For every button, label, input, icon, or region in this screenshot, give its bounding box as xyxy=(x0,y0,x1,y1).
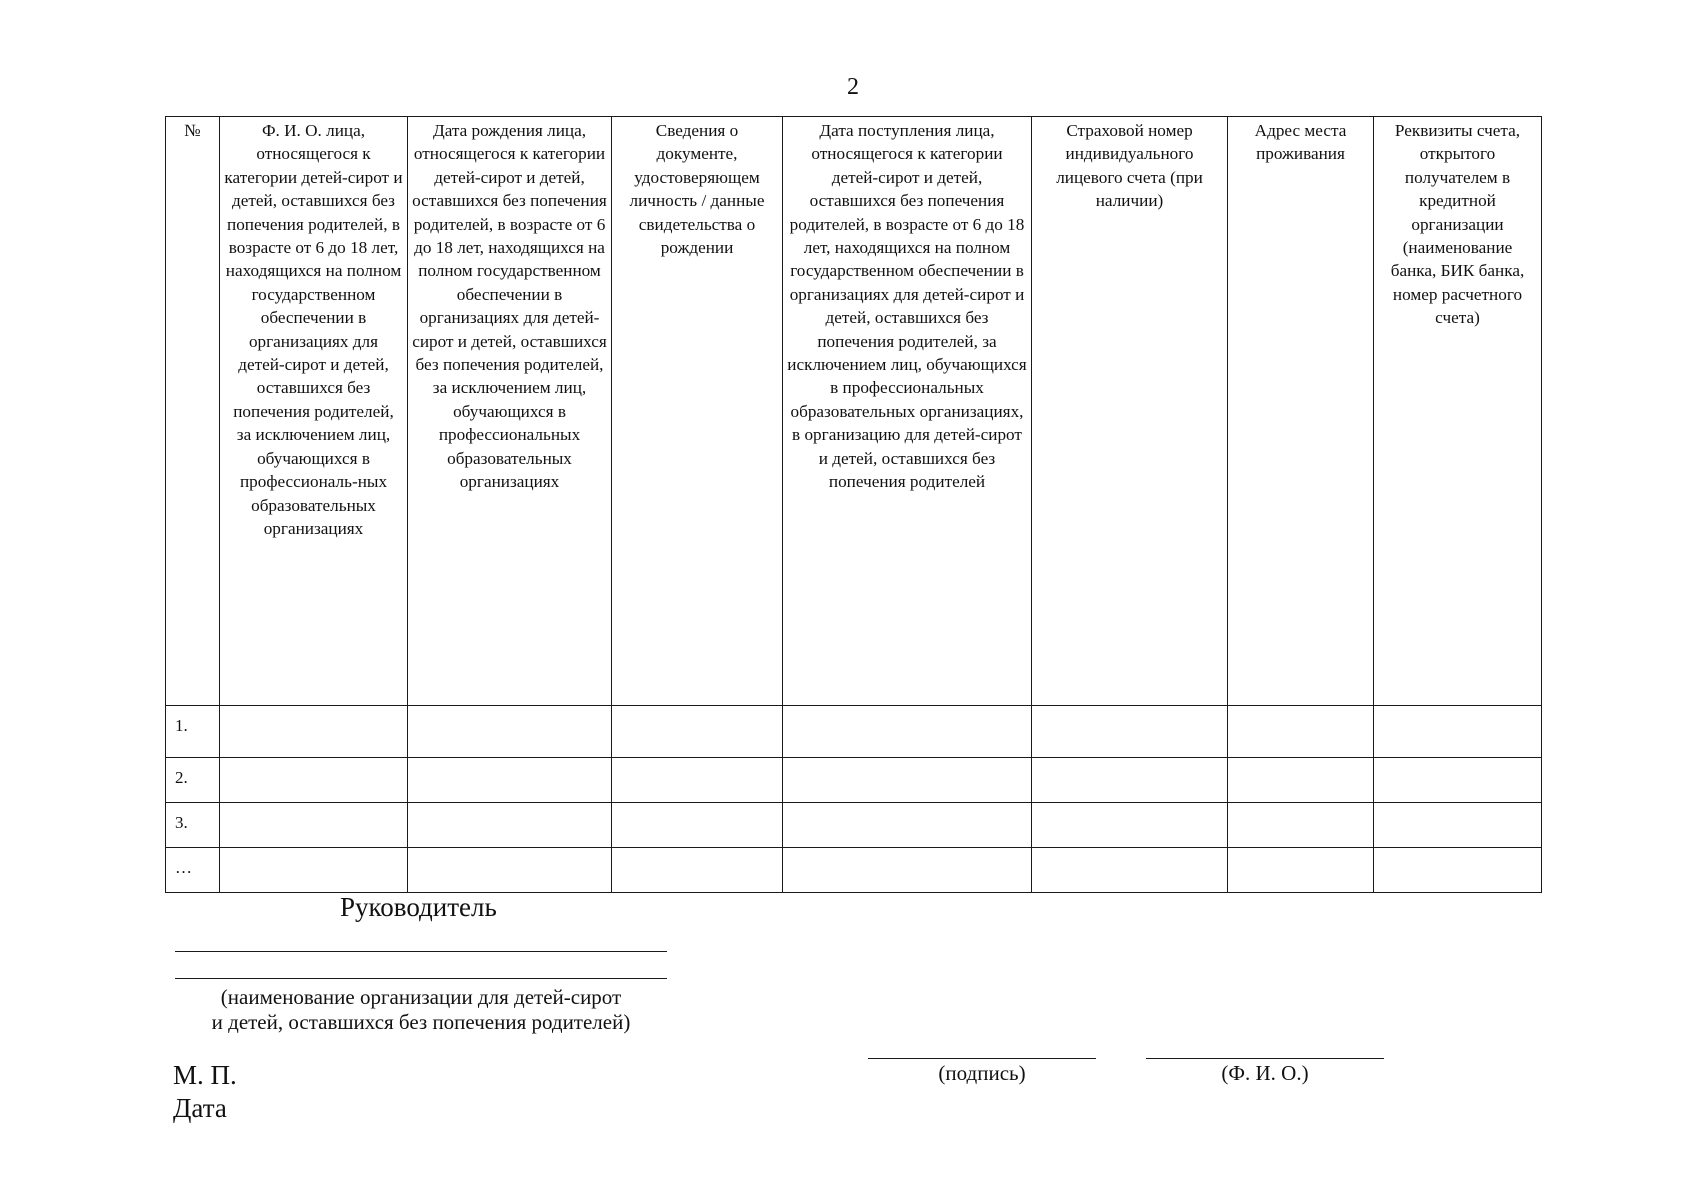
cell-bank-details[interactable] xyxy=(1374,803,1542,848)
cell-full-name[interactable] xyxy=(220,706,408,758)
cell-full-name[interactable] xyxy=(220,758,408,803)
table-header-row xyxy=(166,117,1542,706)
cell-full-name[interactable] xyxy=(220,803,408,848)
cell-admission-date[interactable] xyxy=(783,803,1032,848)
full-name-line[interactable] xyxy=(1146,1058,1384,1059)
header-snils: Страховой номер индивидуального лицевого счета (при наличии) xyxy=(1032,117,1228,706)
cell-birth-date[interactable] xyxy=(408,848,612,893)
table-row xyxy=(166,706,1542,758)
cell-address[interactable] xyxy=(1228,803,1374,848)
cell-bank-details[interactable] xyxy=(1374,706,1542,758)
cell-bank-details[interactable] xyxy=(1374,848,1542,893)
cell-birth-date[interactable] xyxy=(408,758,612,803)
date-label: Дата xyxy=(173,1093,227,1123)
cell-birth-date[interactable] xyxy=(408,706,612,758)
stamp-label: М. П. xyxy=(173,1060,237,1090)
cell-address[interactable] xyxy=(1228,848,1374,893)
cell-snils[interactable] xyxy=(1032,848,1228,893)
head-title: Руководитель xyxy=(340,892,497,922)
page-number: 2 xyxy=(847,74,859,100)
signature-caption: (подпись) xyxy=(938,1061,1026,1085)
cell-admission-date[interactable] xyxy=(783,848,1032,893)
org-name-line[interactable] xyxy=(175,951,667,952)
cell-admission-date[interactable] xyxy=(783,706,1032,758)
cell-full-name[interactable] xyxy=(220,848,408,893)
header-full-name: Ф. И. О. лица, относящегося к категории детей-сирот и детей, оставшихся без попечения родителей, в возрасте от 6 до 18 лет, находящихся на полном государственном обеспечении в организациях для детей-сирот и детей, оставшихся без попечения родителей, за исключением лиц, обучающихся в профессиональ-ных образовательных организациях xyxy=(220,117,408,706)
org-name-caption xyxy=(175,985,667,1035)
cell-identity-document[interactable] xyxy=(612,706,783,758)
table-row xyxy=(166,803,1542,848)
cell-identity-document[interactable] xyxy=(612,758,783,803)
cell-birth-date[interactable] xyxy=(408,803,612,848)
row-number: 2. xyxy=(166,758,220,803)
table-row xyxy=(166,758,1542,803)
org-name-line[interactable] xyxy=(175,978,667,979)
cell-snils[interactable] xyxy=(1032,758,1228,803)
table-row xyxy=(166,848,1542,893)
header-address: Адрес места проживания xyxy=(1228,117,1374,706)
org-caption-line: и детей, оставшихся без попечения родителей) xyxy=(211,1010,631,1034)
header-bank-details: Реквизиты счета, открытого получателем в кредитной организации (наименование банка, БИК банка, номер расчетного счета) xyxy=(1374,117,1542,706)
row-number: 1. xyxy=(166,706,220,758)
cell-bank-details[interactable] xyxy=(1374,758,1542,803)
cell-admission-date[interactable] xyxy=(783,758,1032,803)
full-name-caption: (Ф. И. О.) xyxy=(1221,1061,1309,1085)
cell-address[interactable] xyxy=(1228,706,1374,758)
row-number: … xyxy=(166,848,220,893)
row-number: 3. xyxy=(166,803,220,848)
cell-address[interactable] xyxy=(1228,758,1374,803)
cell-identity-document[interactable] xyxy=(612,848,783,893)
cell-snils[interactable] xyxy=(1032,803,1228,848)
cell-snils[interactable] xyxy=(1032,706,1228,758)
header-admission-date: Дата поступления лица, относящегося к категории детей-сирот и детей, оставшихся без попечения родителей, в возрасте от 6 до 18 лет, находящихся на полном государственном обеспечении в организациях для детей-сирот и детей, оставшихся без попечения родителей, за исключением лиц, обучающихся в профессиональных образовательных организациях, в организацию для детей-сирот и детей, оставшихся без попечения родителей xyxy=(783,117,1032,706)
header-identity-document: Сведения о документе, удостоверяющем личность / данные свидетельства о рождении xyxy=(612,117,783,706)
cell-identity-document[interactable] xyxy=(612,803,783,848)
register-table xyxy=(165,116,1542,893)
header-number: № xyxy=(166,117,220,706)
org-caption-line: (наименование организации для детей-сирот xyxy=(220,985,622,1009)
header-birth-date: Дата рождения лица, относящегося к категории детей-сирот и детей, оставшихся без попечения родителей, в возрасте от 6 до 18 лет, находящихся на полном государственном обеспечении в организациях для детей-сирот и детей, оставшихся без попечения родителей, за исключением лиц, обучающихся в профессиональных образовательных организациях xyxy=(408,117,612,706)
signature-line[interactable] xyxy=(868,1058,1096,1059)
